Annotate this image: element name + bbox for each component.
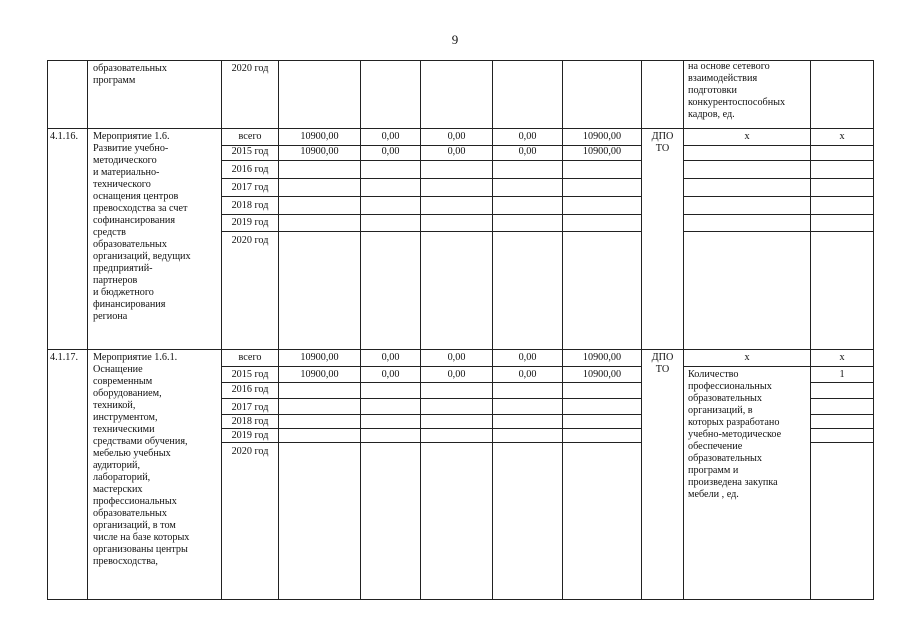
year-label: 2017 год bbox=[231, 182, 269, 193]
total-value: 0,00 bbox=[518, 131, 537, 142]
total-indicator: х bbox=[744, 352, 750, 363]
year-2015-value: 0,00 bbox=[447, 369, 466, 380]
total-value: 10900,00 bbox=[582, 131, 622, 142]
total-value: 0,00 bbox=[447, 131, 466, 142]
year-2015-value: 10900,00 bbox=[300, 369, 339, 380]
row-number: 4.1.16. bbox=[50, 131, 79, 142]
year-label: 2020 год bbox=[231, 446, 269, 457]
year-label: 2016 год bbox=[231, 384, 269, 395]
row-name: Мероприятие 1.6.1. Оснащение современным оборудованием, техникой, инструментом, техническими средствами обучения, мебелью учебных аудиторий, лабораторий, мастерских профессиональных образовательных организаций, в том числе на базе которых организованы центры превосходства, bbox=[93, 352, 190, 567]
year-label: 2017 год bbox=[231, 402, 269, 413]
year-label: 2019 год bbox=[231, 430, 269, 441]
year-label: 2019 год bbox=[231, 217, 269, 228]
year-label: 2015 год bbox=[231, 369, 269, 380]
executor: ДПО ТО bbox=[651, 131, 674, 154]
total-value: 0,00 bbox=[381, 352, 400, 363]
total-value: 0,00 bbox=[518, 352, 537, 363]
year-label: 2016 год bbox=[231, 164, 269, 175]
year-label: 2018 год bbox=[231, 200, 269, 211]
indicator-2015-value: 1 bbox=[839, 369, 845, 380]
executor: ДПО ТО bbox=[651, 352, 674, 375]
year-label: всего bbox=[238, 131, 262, 142]
total-value: 10900,00 bbox=[300, 352, 339, 363]
year-2015-value: 0,00 bbox=[381, 369, 400, 380]
year-2015-value: 0,00 bbox=[381, 146, 400, 157]
year-2015-value: 0,00 bbox=[518, 146, 537, 157]
year-2015-value: 10900,00 bbox=[582, 369, 622, 380]
year-2015-value: 0,00 bbox=[447, 146, 466, 157]
row-number: 4.1.17. bbox=[50, 352, 79, 363]
top-row-year: 2020 год bbox=[231, 63, 269, 74]
year-2015-value: 0,00 bbox=[518, 369, 537, 380]
indicator-text: Количество профессиональных образовательных организаций, в которых разработано учебно-методическое обеспечение образовательных программ и произведена закупка мебели , ед. bbox=[688, 369, 782, 500]
top-row-indicator: на основе сетевого взаимодействия подготовки конкурентоспособных кадров, ед. bbox=[688, 61, 786, 120]
total-value: 10900,00 bbox=[582, 352, 622, 363]
total-target: х bbox=[839, 131, 845, 142]
year-label: 2020 год bbox=[231, 235, 269, 246]
row-name: Мероприятие 1.6. Развитие учебно- методического и материально- технического оснащения центров превосходства за счет софинансирования средств образовательных организаций, ведущих предприятий- партнеров и бюджетного финансирования региона bbox=[93, 131, 191, 322]
year-2015-value: 10900,00 bbox=[582, 146, 622, 157]
year-label: 2015 год bbox=[231, 146, 269, 157]
year-label: всего bbox=[238, 352, 262, 363]
total-target: х bbox=[839, 352, 845, 363]
top-row-name: образовательных программ bbox=[93, 63, 167, 86]
year-label: 2018 год bbox=[231, 416, 269, 427]
total-value: 0,00 bbox=[381, 131, 400, 142]
total-indicator: х bbox=[744, 131, 750, 142]
year-2015-value: 10900,00 bbox=[300, 146, 339, 157]
page-number: 9 bbox=[451, 32, 459, 47]
total-value: 0,00 bbox=[447, 352, 466, 363]
total-value: 10900,00 bbox=[300, 131, 339, 142]
